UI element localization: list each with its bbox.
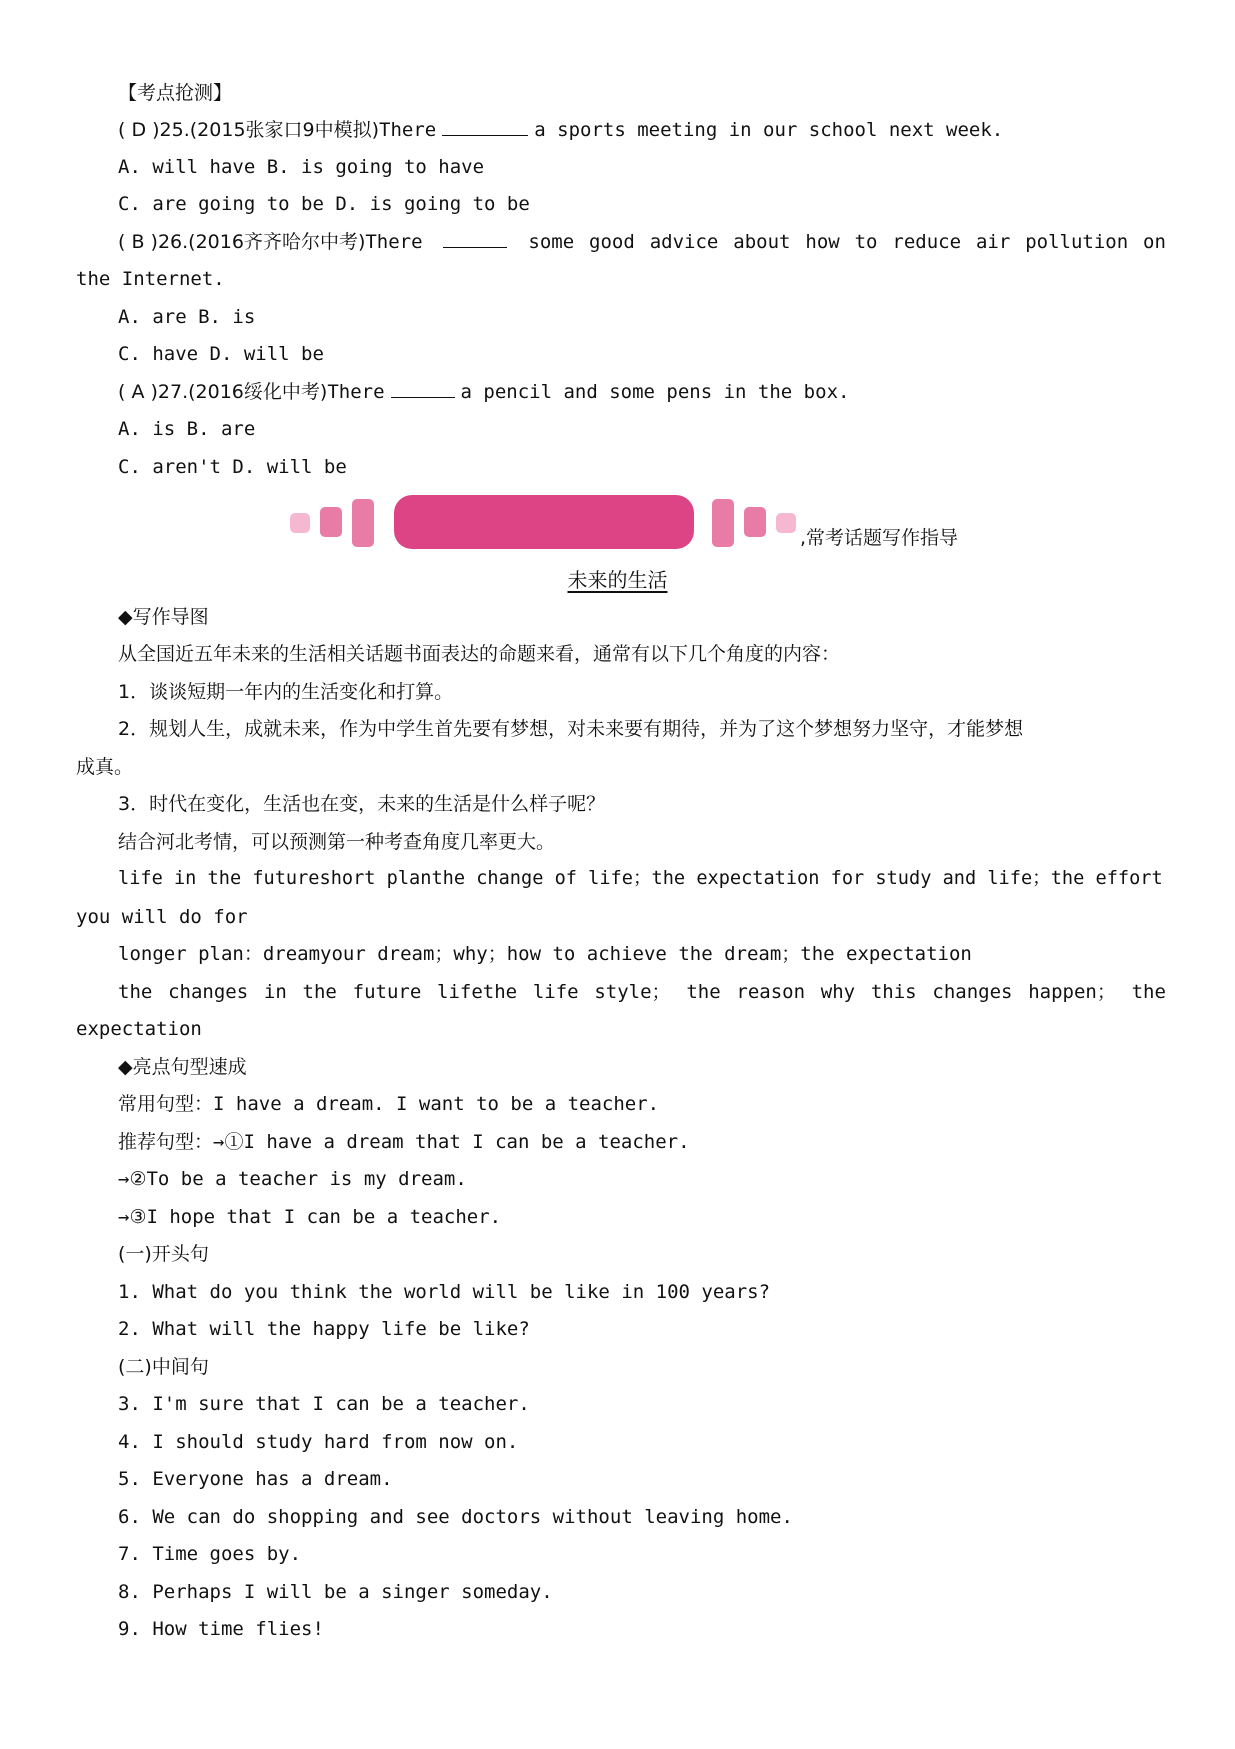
section-banner (290, 495, 770, 551)
q26-source: (2016齐齐哈尔中考) (188, 231, 366, 253)
q25-options-cd: C. are going to be D. is going to be (118, 193, 530, 215)
q27-blank (391, 379, 455, 398)
q26-blank (443, 229, 507, 248)
banner-main-bar (394, 495, 694, 549)
sentence-1: 1. What do you think the world will be like in 100 years? (118, 1281, 771, 1303)
q26-options-cd: C. have D. will be (118, 343, 324, 365)
mind-map-2: longer plan：dreamyour dream；why；how to achieve the dream；the expectation (118, 943, 972, 965)
sentence-7: 7. Time goes by. (118, 1543, 302, 1565)
writing-guide-heading: ◆写作导图 (118, 606, 209, 628)
q26-word: advice (649, 231, 719, 253)
q26-stem-start: There (365, 231, 423, 253)
guide-intro: 从全国近五年未来的生活相关话题书面表达的命题来看，通常有以下几个角度的内容： (118, 643, 841, 665)
banner-square-tall-left (352, 499, 374, 547)
map3-word: in (263, 981, 287, 1003)
map3-word: future (352, 981, 422, 1003)
opening-sentences-heading: (一)开头句 (118, 1243, 209, 1265)
banner-square-mid-right (744, 507, 766, 537)
map3-word: this (870, 981, 917, 1003)
banner-square-small-right (776, 513, 796, 533)
q26-word: good (589, 231, 635, 253)
mind-map-3-continued: expectation (76, 1018, 202, 1040)
q26-word: on (1143, 231, 1166, 253)
q26-options-ab: A. are B. is (118, 306, 256, 328)
recommended-pattern-2: →②To be a teacher is my dream. (118, 1168, 467, 1190)
q26-word: reduce (892, 231, 962, 253)
angle-2-continued: 成真。 (76, 756, 134, 778)
q27-stem-end: a pencil and some pens in the box. (460, 381, 850, 403)
q25-stem-start: There (379, 119, 437, 141)
prediction: 结合河北考情，可以预测第一种考查角度几率更大。 (118, 831, 556, 853)
angle-2: 2．规划人生，成就未来，作为中学生首先要有梦想，对未来要有期待，并为了这个梦想努力坚守，才能梦想 (118, 718, 1024, 740)
q26-word: to (854, 231, 878, 253)
sentence-6: 6. We can do shopping and see doctors without leaving home. (118, 1506, 793, 1528)
q25-answer: ( D ) (118, 119, 160, 141)
map3-word: why (820, 981, 856, 1003)
banner-square-tall-right (712, 499, 734, 547)
sentence-4: 4. I should study hard from now on. (118, 1431, 519, 1453)
question-26 (118, 229, 1166, 255)
topic-title (0, 566, 1235, 594)
q27-source: (2016绥化中考) (188, 381, 328, 403)
map3-word: life (532, 981, 579, 1003)
q25-stem-end: a sports meeting in our school next week. (534, 119, 1004, 141)
q26-word: some (528, 231, 575, 253)
sentence-2: 2. What will the happy life be like? (118, 1318, 530, 1340)
banner-square-mid-left (320, 507, 342, 537)
banner-square-small-left (290, 513, 310, 533)
question-25 (118, 117, 1208, 143)
q25-blank (442, 117, 528, 136)
map3-word: changes (932, 981, 1013, 1003)
recommended-pattern-1: 推荐句型：→①I have a dream that I can be a teacher. (118, 1131, 690, 1153)
banner-label: ,常考话题写作指导 (800, 527, 959, 549)
q26-number: 26. (157, 231, 189, 253)
question-27 (118, 379, 1208, 405)
q26-answer: ( B ) (118, 231, 158, 253)
middle-sentences-heading: (二)中间句 (118, 1356, 209, 1378)
map3-word: changes (168, 981, 249, 1003)
q25-options-ab: A. will have B. is going to have (118, 156, 485, 178)
q27-options-cd: C. aren't D. will be (118, 456, 347, 478)
map3-word: the (302, 981, 337, 1003)
map3-word: style； (594, 981, 671, 1003)
q26-word: air (975, 231, 1011, 253)
q26-word: how (805, 231, 840, 253)
map3-word: the (118, 981, 153, 1003)
q26-word: pollution (1025, 231, 1129, 253)
map3-word: the (686, 981, 721, 1003)
angle-3: 3．时代在变化，生活也在变，未来的生活是什么样子呢？ (118, 793, 606, 815)
q27-number: 27. (157, 381, 189, 403)
mind-map-1-continued: you will do for (76, 906, 248, 928)
practice-section-title: 【考点抢测】 (118, 82, 233, 104)
sentence-patterns-heading: ◆亮点句型速成 (118, 1056, 247, 1078)
sentence-8: 8. Perhaps I will be a singer someday. (118, 1581, 553, 1603)
map3-word: reason (736, 981, 806, 1003)
mind-map-3 (118, 979, 1166, 1005)
map3-word: happen； (1028, 981, 1116, 1003)
topic-title-text: 未来的生活 (567, 568, 668, 592)
q25-source: (2015张家口9中模拟) (189, 119, 380, 141)
q27-options-ab: A. is B. are (118, 418, 256, 440)
common-pattern: 常用句型：I have a dream. I want to be a teacher. (118, 1093, 660, 1115)
map3-word: lifethe (437, 981, 518, 1003)
q26-stem-continued: the Internet. (76, 268, 225, 290)
q26-word: about (733, 231, 791, 253)
sentence-5: 5. Everyone has a dream. (118, 1468, 393, 1490)
q27-stem-start: There (327, 381, 385, 403)
q25-number: 25. (159, 119, 190, 141)
mind-map-1: life in the futureshort planthe change of life；the expectation for study and life；the effort (118, 868, 1163, 889)
map3-word: the (1131, 981, 1166, 1003)
angle-1: 1．谈谈短期一年内的生活变化和打算。 (118, 681, 454, 703)
sentence-9: 9. How time flies! (118, 1618, 324, 1640)
recommended-pattern-3: →③I hope that I can be a teacher. (118, 1206, 502, 1228)
q27-answer: ( A ) (118, 381, 158, 403)
sentence-3: 3. I'm sure that I can be a teacher. (118, 1393, 530, 1415)
